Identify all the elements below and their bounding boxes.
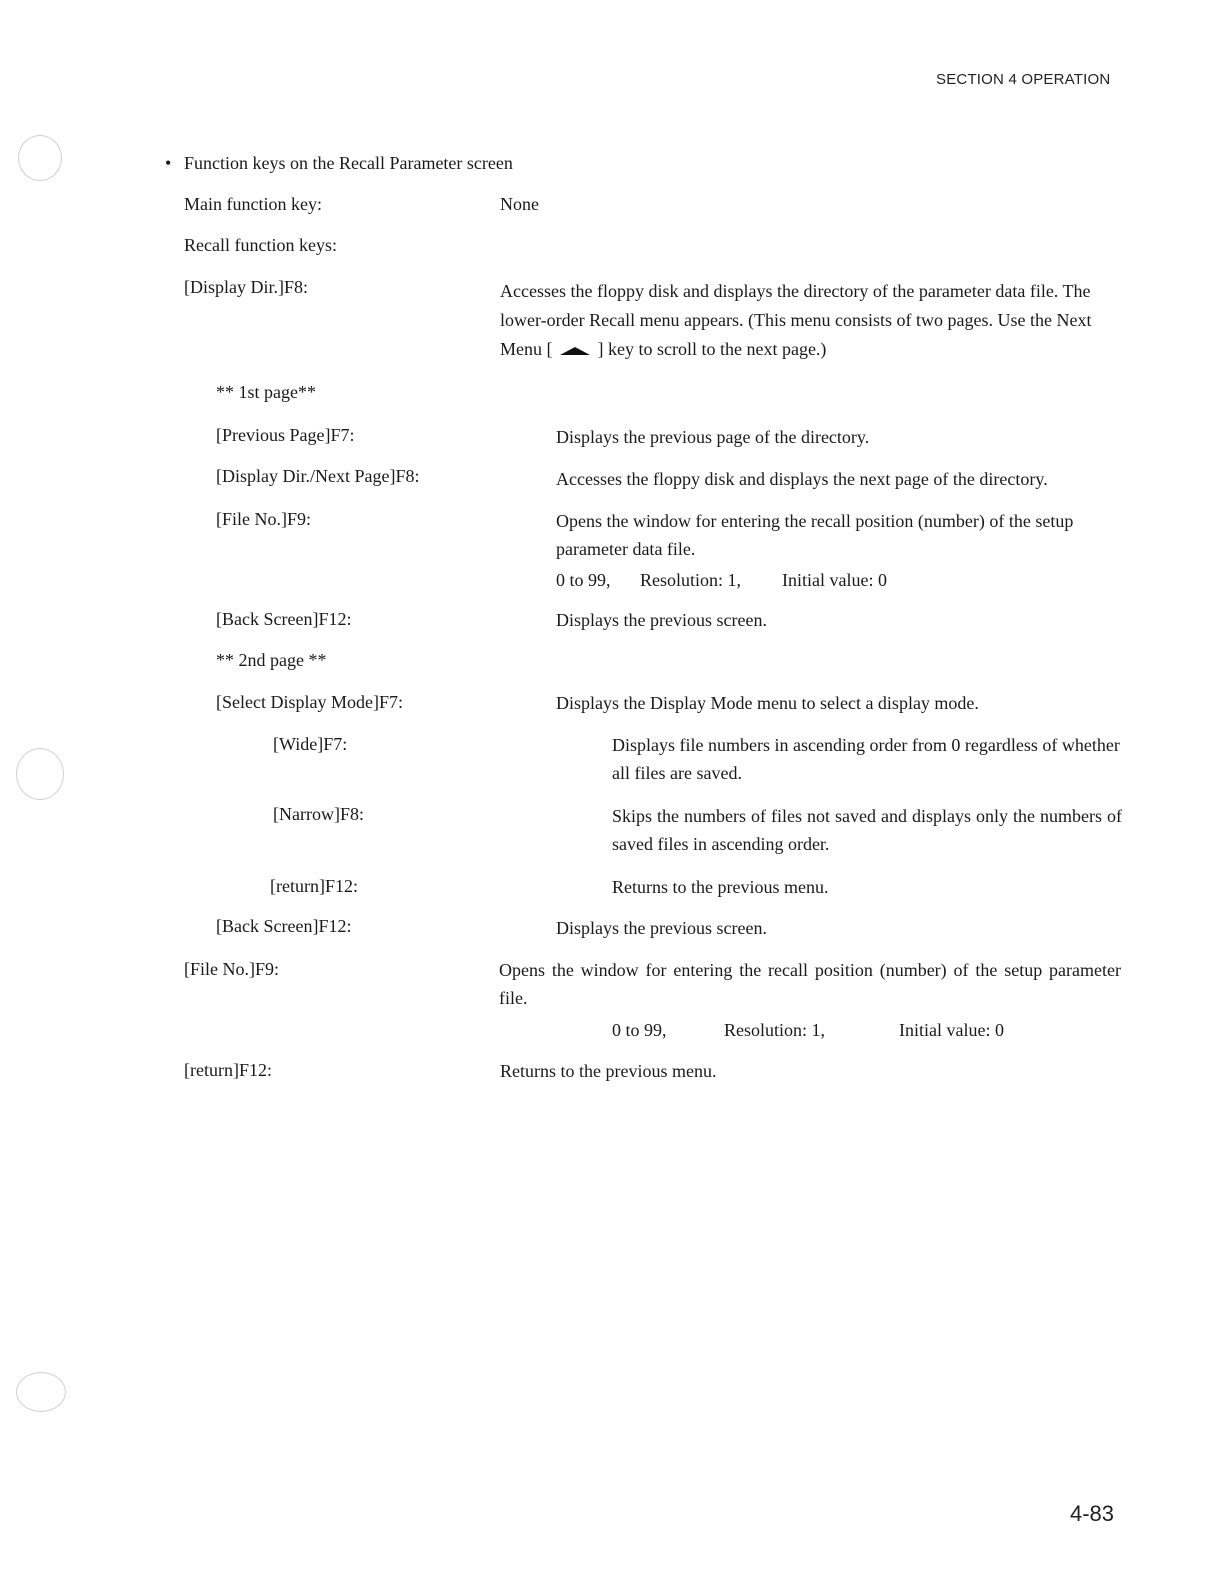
page1-file-no-label: [File No.]F9: xyxy=(216,509,312,529)
display-dir-label: [Display Dir.]F8: xyxy=(184,277,308,297)
binder-hole-mark-bottom xyxy=(16,1372,66,1412)
page2-select-display-mode-desc: Displays the Display Mode menu to select a display mode. xyxy=(556,693,979,713)
page2-wide-desc: Displays file numbers in ascending order from 0 regardless of whether all files are saved. xyxy=(612,735,1120,783)
page1-file-no-range: 0 to 99, xyxy=(556,570,611,590)
page2-back-screen-label: [Back Screen]F12: xyxy=(216,916,352,936)
bullet-icon: • xyxy=(165,153,172,173)
display-dir-desc-part2: ] key to scroll to the next page.) xyxy=(597,339,827,359)
page1-previous-page-label: [Previous Page]F7: xyxy=(216,425,355,445)
binder-hole-mark-middle xyxy=(16,748,64,800)
page1-previous-page-desc: Displays the previous page of the directory. xyxy=(556,427,870,447)
main-function-value: None xyxy=(500,194,539,214)
file-no-range: 0 to 99, xyxy=(612,1020,667,1040)
display-dir-desc xyxy=(500,277,1130,364)
page1-file-no-resolution: Resolution: 1, xyxy=(640,570,742,590)
section-header: SECTION 4 OPERATION xyxy=(936,71,1111,88)
page2-return-desc: Returns to the previous menu. xyxy=(612,877,829,897)
file-no-label: [File No.]F9: xyxy=(184,959,280,979)
file-no-resolution: Resolution: 1, xyxy=(724,1020,826,1040)
page1-file-no-values xyxy=(556,566,887,594)
page1-file-no-desc: Opens the window for entering the recall position (number) of the setup parameter data file. xyxy=(556,511,1074,559)
page1-display-next-desc: Accesses the floppy disk and displays the next page of the directory. xyxy=(556,469,1048,489)
page-number: 4-83 xyxy=(1070,1501,1115,1526)
return-desc: Returns to the previous menu. xyxy=(500,1061,717,1081)
page2-back-screen-desc: Displays the previous screen. xyxy=(556,918,767,938)
page2-title: ** 2nd page ** xyxy=(216,650,327,670)
page1-back-screen-desc: Displays the previous screen. xyxy=(556,610,767,630)
page2-narrow-label: [Narrow]F8: xyxy=(273,804,364,824)
section-heading: Function keys on the Recall Parameter screen xyxy=(184,153,513,173)
recall-function-label: Recall function keys: xyxy=(184,235,337,255)
page2-narrow-desc: Skips the numbers of files not saved and displays only the numbers of saved files in ascending order. xyxy=(612,806,1122,854)
main-function-label: Main function key: xyxy=(184,194,322,214)
page1-display-next-label: [Display Dir./Next Page]F8: xyxy=(216,466,420,486)
file-no-desc: Opens the window for entering the recall position (number) of the setup parameter file. xyxy=(499,960,1121,1008)
page1-title: ** 1st page** xyxy=(216,382,316,402)
up-arrow-icon xyxy=(560,347,590,355)
page2-select-display-mode-label: [Select Display Mode]F7: xyxy=(216,692,403,712)
page2-wide-label: [Wide]F7: xyxy=(273,734,348,754)
binder-hole-mark-top xyxy=(18,135,62,181)
page2-return-label: [return]F12: xyxy=(270,876,358,896)
return-label: [return]F12: xyxy=(184,1060,272,1080)
display-dir-desc-part1: Accesses the floppy disk and displays the directory of the parameter data file. The lower-order Recall menu appears. (This menu consists of two pages. Use the Next Menu [ xyxy=(500,281,1092,359)
page1-back-screen-label: [Back Screen]F12: xyxy=(216,609,352,629)
file-no-initial: Initial value: 0 xyxy=(899,1020,1004,1040)
file-no-values xyxy=(612,1016,1004,1044)
page1-file-no-initial: Initial value: 0 xyxy=(782,570,887,590)
